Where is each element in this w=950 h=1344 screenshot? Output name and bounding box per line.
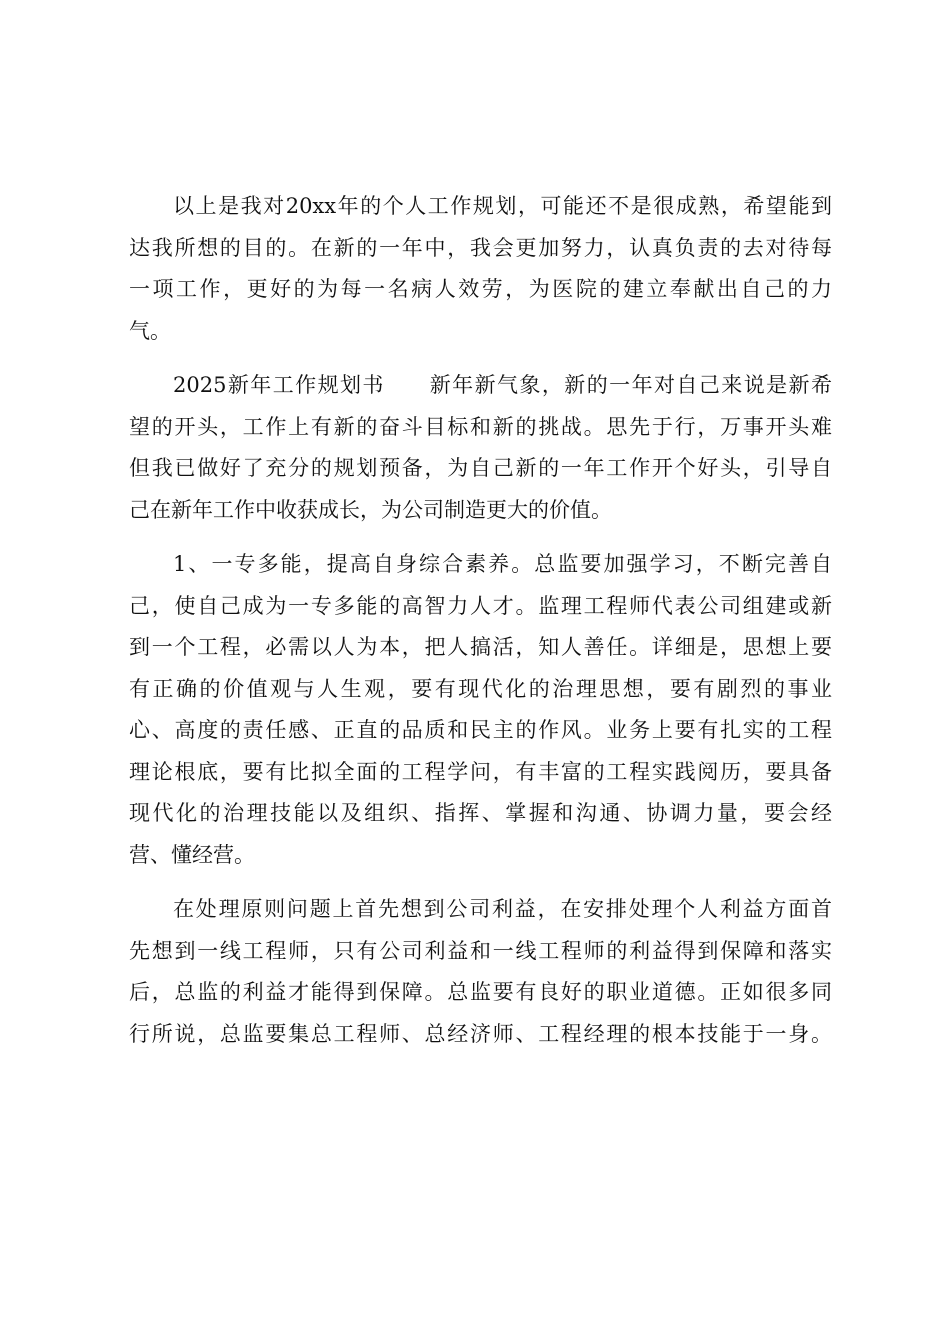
text-line: 营、懂经营。 xyxy=(129,842,255,867)
text-line: 一项工作，更好的为每一名病人效劳，为医院的建立奉献出自己的力 xyxy=(129,277,832,301)
text-line: 但我已做好了充分的规划预备，为自己新的一年工作开个好头，引导自 xyxy=(129,456,832,480)
text-line: 己在新年工作中收获成长，为公司制造更大的价值。 xyxy=(129,497,612,522)
text-line: 气。 xyxy=(129,318,171,343)
text-line: 在处理原则问题上首先想到公司利益，在安排处理个人利益方面首 xyxy=(173,897,832,921)
text-line: 先想到一线工程师，只有公司利益和一线工程师的利益得到保障和落实 xyxy=(129,938,832,963)
text-line: 心、高度的责任感、正直的品质和民主的作风。业务上要有扎实的工程 xyxy=(129,718,832,742)
text-line: 望的开头，工作上有新的奋斗目标和新的挑战。思先于行，万事开头难 xyxy=(129,414,832,439)
text-line: 后，总监的利益才能得到保障。总监要有良好的职业道德。正如很多同 xyxy=(129,980,832,1004)
paragraph-1 xyxy=(129,186,832,352)
text-line: 以上是我对20xx年的个人工作规划，可能还不是很成熟，希望能到 xyxy=(173,194,832,218)
paragraph-3 xyxy=(129,544,832,876)
text-line: 有正确的价值观与人生观，要有现代化的治理思想，要有剧烈的事业 xyxy=(129,676,832,701)
text-line: 到一个工程，必需以人为本，把人搞活，知人善任。详细是，思想上要 xyxy=(129,635,832,659)
paragraph-2 xyxy=(129,365,832,531)
text-line: 行所说，总监要集总工程师、总经济师、工程经理的根本技能于一身。 xyxy=(129,1021,832,1046)
document-body xyxy=(129,186,832,1055)
text-line: 1、一专多能，提高自身综合素养。总监要加强学习，不断完善自 xyxy=(173,552,832,576)
text-line: 己，使自己成为一专多能的高智力人才。监理工程师代表公司组建或新 xyxy=(129,593,832,618)
text-line: 达我所想的目的。在新的一年中，我会更加努力，认真负责的去对待每 xyxy=(129,235,832,260)
text-line: 2025新年工作规划书 新年新气象，新的一年对自己来说是新希 xyxy=(173,373,832,397)
text-line: 现代化的治理技能以及组织、指挥、掌握和沟通、协调力量，要会经 xyxy=(129,801,832,825)
paragraph-4 xyxy=(129,889,832,1055)
text-line: 理论根底，要有比拟全面的工程学问，有丰富的工程实践阅历，要具备 xyxy=(129,759,832,784)
